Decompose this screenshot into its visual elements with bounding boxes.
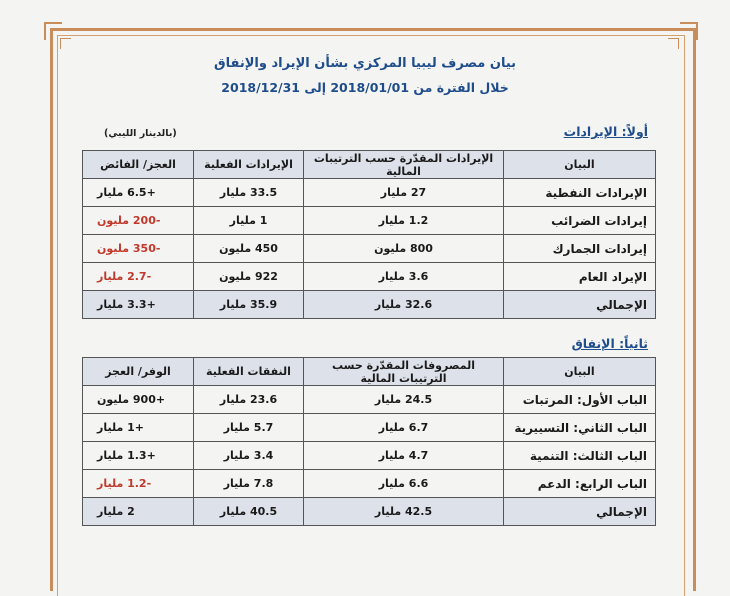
actual-value: 23.6 مليار: [194, 386, 304, 414]
diff-value: +1.3 مليار: [83, 442, 194, 470]
total-estimated: 32.6 مليار: [304, 291, 504, 319]
row-label: الباب الثالث: التنمية: [504, 442, 656, 470]
actual-value: 922 مليون: [194, 263, 304, 291]
estimated-value: 24.5 مليار: [304, 386, 504, 414]
actual-value: 450 مليون: [194, 235, 304, 263]
table-row: [83, 386, 656, 414]
table-header-row: [83, 151, 656, 179]
spending-section-title: ثانياً: الإنفاق: [571, 336, 648, 351]
actual-value: 5.7 مليار: [194, 414, 304, 442]
row-label: الباب الثاني: التسييرية: [504, 414, 656, 442]
diff-value: -2.7 مليار: [83, 263, 194, 291]
estimated-value: 4.7 مليار: [304, 442, 504, 470]
column-header: الوفر/ العجز: [83, 358, 194, 386]
revenues-section-title: أولاً: الإيرادات: [563, 124, 648, 139]
estimated-value: 3.6 مليار: [304, 263, 504, 291]
corner-ornament-left-inner: [60, 38, 71, 49]
row-label: الباب الرابع: الدعم: [504, 470, 656, 498]
row-label: الباب الأول: المرتبات: [504, 386, 656, 414]
total-row: [83, 498, 656, 526]
table-row: [83, 263, 656, 291]
column-header: العجز/ الفائض: [83, 151, 194, 179]
diff-value: +900 مليون: [83, 386, 194, 414]
actual-value: 7.8 مليار: [194, 470, 304, 498]
total-actual: 40.5 مليار: [194, 498, 304, 526]
actual-value: 33.5 مليار: [194, 179, 304, 207]
estimated-value: 27 مليار: [304, 179, 504, 207]
total-estimated: 42.5 مليار: [304, 498, 504, 526]
diff-value: +1 مليار: [83, 414, 194, 442]
column-header: الإيرادات المقدّرة حسب الترتيبات المالية: [304, 151, 504, 179]
row-label: إيرادات الضرائب: [504, 207, 656, 235]
column-header: النفقات الفعلية: [194, 358, 304, 386]
estimated-value: 800 مليون: [304, 235, 504, 263]
estimated-value: 6.6 مليار: [304, 470, 504, 498]
total-row: [83, 291, 656, 319]
column-header: المصروفات المقدّرة حسب الترتيبات المالية: [304, 358, 504, 386]
row-label: إيرادات الجمارك: [504, 235, 656, 263]
page-title: بيان مصرف ليبيا المركزي بشأن الإيراد والإنفاق: [213, 56, 517, 71]
spending-table: [82, 357, 656, 526]
total-label: الإجمالي: [504, 498, 656, 526]
diff-value: -1.2 مليار: [83, 470, 194, 498]
total-diff: +3.3 مليار: [83, 291, 194, 319]
diff-value: -350 مليون: [83, 235, 194, 263]
period-subtitle: خلال الفترة من 2018/01/01 إلى 2018/12/31: [221, 80, 509, 95]
estimated-value: 6.7 مليار: [304, 414, 504, 442]
table-row: [83, 179, 656, 207]
table-header-row: [83, 358, 656, 386]
column-header: البيان: [504, 151, 656, 179]
total-label: الإجمالي: [504, 291, 656, 319]
row-label: الإيراد العام: [504, 263, 656, 291]
estimated-value: 1.2 مليار: [304, 207, 504, 235]
actual-value: 1 مليار: [194, 207, 304, 235]
actual-value: 3.4 مليار: [194, 442, 304, 470]
corner-ornament-right: [680, 22, 698, 40]
currency-unit-note: (بالدينار الليبي): [104, 128, 177, 139]
revenues-table: [82, 150, 656, 319]
table-row: [83, 470, 656, 498]
diff-value: -200 مليون: [83, 207, 194, 235]
total-actual: 35.9 مليار: [194, 291, 304, 319]
column-header: البيان: [504, 358, 656, 386]
table-row: [83, 442, 656, 470]
table-row: [83, 414, 656, 442]
table-row: [83, 207, 656, 235]
total-diff: 2 مليار: [83, 498, 194, 526]
corner-ornament-right-inner: [668, 38, 679, 49]
column-header: الإيرادات الفعلية: [194, 151, 304, 179]
diff-value: +6.5 مليار: [83, 179, 194, 207]
row-label: الإيرادات النفطية: [504, 179, 656, 207]
table-row: [83, 235, 656, 263]
